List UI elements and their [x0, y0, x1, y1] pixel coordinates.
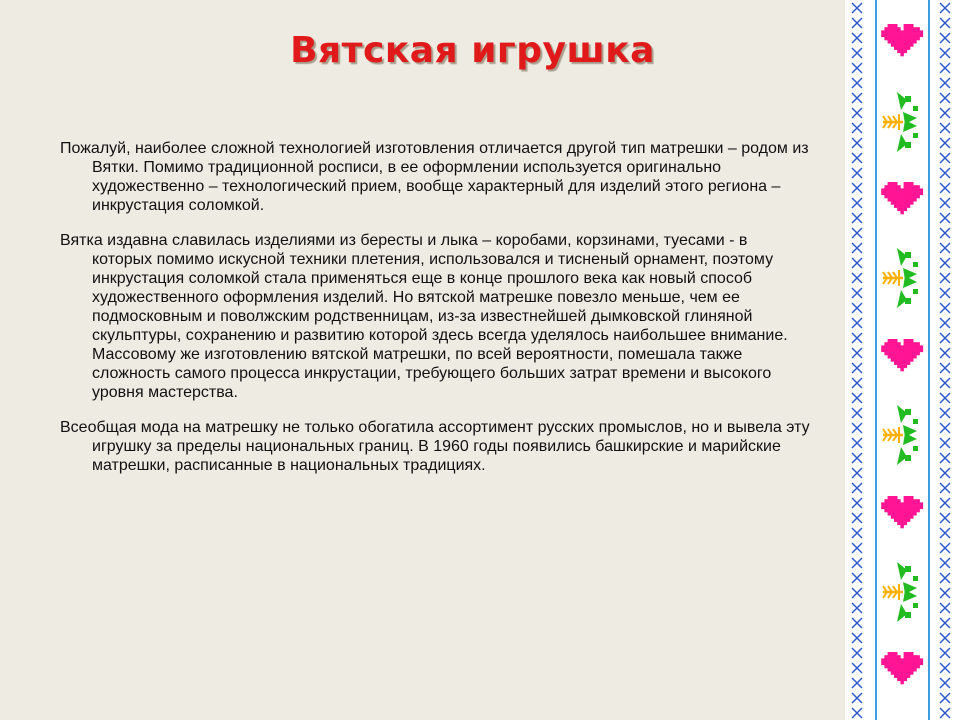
cross-stitch-x-icon: [940, 18, 950, 28]
cross-stitch-x-icon: [852, 378, 862, 388]
slide-body: [60, 139, 810, 491]
cross-stitch-x-icon: [852, 693, 862, 703]
paragraph-2: Вятка издавна славилась изделиями из бересты и лыка – коробами, корзинами, туесами - в которых помимо искусной техники плетения, использовался и тисненый орнамент, поэтому инкрустация соломкой стала применяться еще в конце прошлого века как новый способ художественного оформления изделий. Но вятской матрешке повезло меньше, чем ее подмосковным и поволжским родственницам, из-за известнейшей дымковской глиняной скульптуры, сохранению и развитию которой здесь всегда уделялось наибольшее внимание. Массовому же изготовлению вятской матрешки, по всей вероятности, помешала также сложность самого процесса инкрустации, требующего больших затрат времени и высокого уровня мастерства.: [60, 232, 788, 401]
cross-stitch-x-icon: [940, 648, 950, 658]
cross-stitch-x-icon: [852, 453, 862, 463]
cross-stitch-x-icon: [852, 168, 862, 178]
cross-stitch-x-icon: [852, 393, 862, 403]
cross-stitch-x-icon: [852, 543, 862, 553]
cross-stitch-x-icon: [940, 318, 950, 328]
cross-stitch-x-icon: [852, 408, 862, 418]
cross-stitch-x-icon: [852, 708, 862, 718]
cross-stitch-x-icon: [852, 588, 862, 598]
cross-stitch-x-icon: [852, 78, 862, 88]
slide-title: Вятская игрушка: [290, 30, 655, 71]
pixel-heart-icon: [881, 24, 923, 56]
paragraph-3: Всеобщая мода на матрешку не только обогатила ассортимент русских промыслов, но и вывела эту игрушку за пределы национальных границ. В 1960 годы появились башкирские и марийские матрешки, расписанные в национальных традициях.: [60, 419, 810, 474]
cross-stitch-x-icon: [852, 318, 862, 328]
pixel-heart-icon: [881, 339, 923, 371]
cross-stitch-x-icon: [852, 483, 862, 493]
cross-stitch-x-icon: [940, 573, 950, 583]
cross-stitch-x-icon: [940, 33, 950, 43]
cross-stitch-x-icon: [940, 168, 950, 178]
cross-stitch-x-icon: [940, 153, 950, 163]
cross-stitch-x-icon: [940, 603, 950, 613]
cross-stitch-x-icon: [852, 348, 862, 358]
folk-flower-icon: [883, 562, 918, 622]
cross-stitch-x-icon: [852, 258, 862, 268]
cross-stitch-x-icon: [940, 303, 950, 313]
cross-stitch-x-icon: [940, 288, 950, 298]
pixel-heart-icon: [881, 182, 923, 214]
cross-stitch-x-icon: [852, 498, 862, 508]
cross-stitch-x-icon: [940, 693, 950, 703]
cross-stitch-x-icon: [940, 108, 950, 118]
cross-stitch-x-icon: [940, 588, 950, 598]
cross-stitch-x-icon: [940, 258, 950, 268]
cross-stitch-x-icon: [852, 123, 862, 133]
cross-stitch-x-icon: [940, 183, 950, 193]
cross-stitch-x-icon: [852, 63, 862, 73]
ornament-pattern: [845, 0, 960, 720]
cross-stitch-x-icon: [852, 138, 862, 148]
folk-flower-icon: [883, 405, 918, 465]
cross-stitch-x-icon: [852, 108, 862, 118]
cross-stitch-x-icon: [852, 33, 862, 43]
cross-stitch-x-icon: [852, 183, 862, 193]
folk-flower-icon: [883, 92, 918, 152]
cross-stitch-x-icon: [852, 573, 862, 583]
cross-stitch-x-icon: [940, 273, 950, 283]
paragraph-1: Пожалуй, наиболее сложной технологией изготовления отличается другой тип матрешки – родом из Вятки. Помимо традиционной росписи, в ее оформлении используется оригинально художественно – технологический прием, вообще характерный для изделий этого региона – инкрустация соломкой.: [60, 140, 809, 214]
cross-stitch-x-icon: [852, 528, 862, 538]
cross-stitch-x-icon: [940, 438, 950, 448]
cross-stitch-x-icon: [940, 618, 950, 628]
cross-stitch-x-icon: [852, 303, 862, 313]
cross-stitch-x-icon: [852, 18, 862, 28]
cross-stitch-x-icon: [940, 138, 950, 148]
cross-stitch-x-icon: [940, 243, 950, 253]
cross-stitch-x-icon: [852, 513, 862, 523]
cross-stitch-x-icon: [940, 513, 950, 523]
cross-stitch-x-icon: [852, 153, 862, 163]
cross-stitch-x-icon: [940, 393, 950, 403]
cross-stitch-x-icon: [852, 228, 862, 238]
cross-stitch-x-icon: [940, 708, 950, 718]
cross-stitch-x-icon: [940, 63, 950, 73]
folk-ornament-border: [845, 0, 960, 720]
cross-stitch-x-icon: [940, 678, 950, 688]
cross-stitch-x-icon: [940, 528, 950, 538]
cross-stitch-x-icon: [852, 558, 862, 568]
cross-stitch-x-icon: [940, 198, 950, 208]
cross-stitch-x-icon: [940, 378, 950, 388]
cross-stitch-x-icon: [940, 663, 950, 673]
cross-stitch-x-icon: [940, 498, 950, 508]
cross-stitch-x-icon: [852, 663, 862, 673]
cross-stitch-x-icon: [852, 423, 862, 433]
cross-stitch-x-icon: [852, 48, 862, 58]
cross-stitch-x-icon: [940, 3, 950, 13]
cross-stitch-x-icon: [852, 678, 862, 688]
cross-stitch-x-icon: [940, 348, 950, 358]
cross-stitch-x-icon: [940, 333, 950, 343]
cross-stitch-x-icon: [852, 213, 862, 223]
folk-flower-icon: [883, 248, 918, 308]
cross-stitch-x-icon: [852, 618, 862, 628]
cross-stitch-x-icon: [940, 483, 950, 493]
cross-stitch-x-icon: [940, 213, 950, 223]
cross-stitch-x-icon: [940, 78, 950, 88]
cross-stitch-x-icon: [940, 93, 950, 103]
cross-stitch-x-icon: [940, 423, 950, 433]
cross-stitch-x-icon: [852, 603, 862, 613]
cross-stitch-x-icon: [852, 633, 862, 643]
cross-stitch-x-icon: [852, 243, 862, 253]
cross-stitch-x-icon: [940, 633, 950, 643]
cross-stitch-x-icon: [852, 363, 862, 373]
cross-stitch-x-icon: [940, 543, 950, 553]
cross-stitch-x-icon: [940, 408, 950, 418]
cross-stitch-x-icon: [852, 3, 862, 13]
cross-stitch-x-icon: [940, 558, 950, 568]
cross-stitch-x-icon: [940, 468, 950, 478]
pixel-heart-icon: [881, 496, 923, 528]
cross-stitch-x-icon: [940, 453, 950, 463]
cross-stitch-x-icon: [852, 288, 862, 298]
cross-stitch-x-icon: [940, 363, 950, 373]
cross-stitch-x-icon: [852, 93, 862, 103]
cross-stitch-x-icon: [852, 198, 862, 208]
cross-stitch-x-icon: [852, 648, 862, 658]
cross-stitch-x-icon: [940, 123, 950, 133]
cross-stitch-x-icon: [940, 48, 950, 58]
cross-stitch-x-icon: [852, 273, 862, 283]
cross-stitch-x-icon: [852, 438, 862, 448]
cross-stitch-x-icon: [940, 228, 950, 238]
cross-stitch-x-icon: [852, 333, 862, 343]
cross-stitch-x-icon: [852, 468, 862, 478]
pixel-heart-icon: [881, 652, 923, 684]
